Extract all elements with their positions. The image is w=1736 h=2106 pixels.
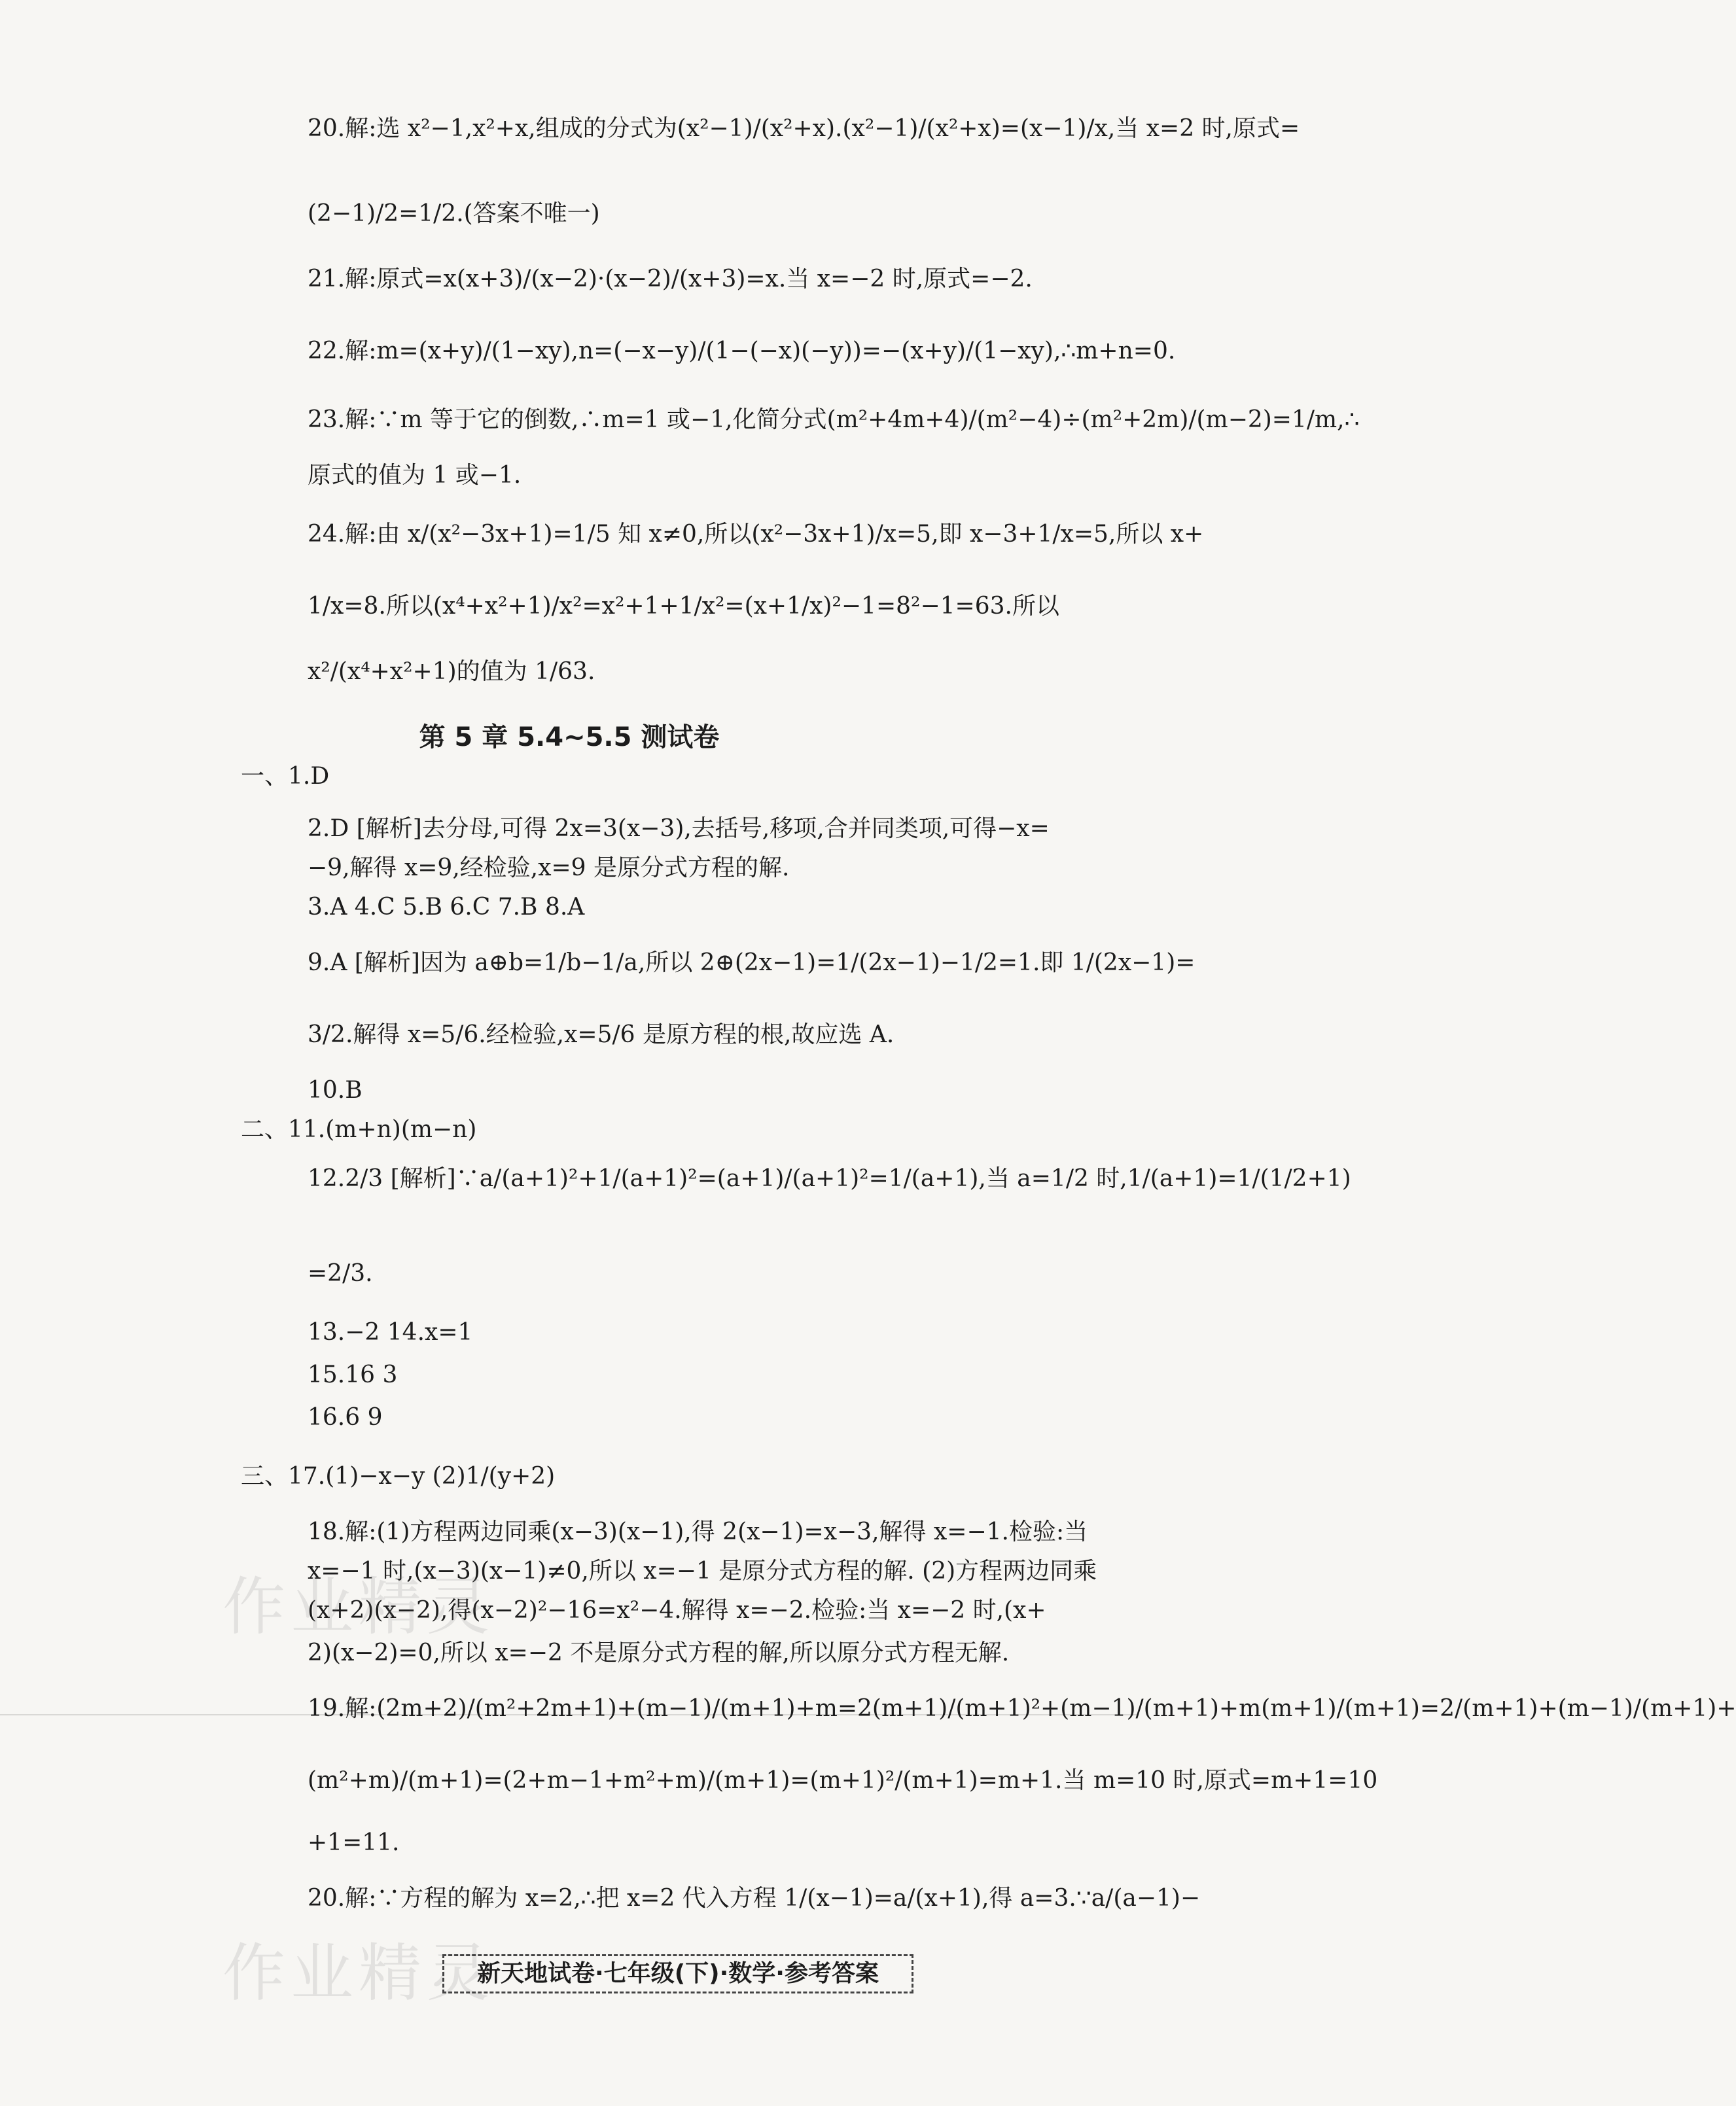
answer-line: 9.A [解析]因为 a⊕b=1/b−1/a,所以 2⊕(2x−1)=1/(2x−1)−1/2=1.即 1/(2x−1)=	[308, 949, 1196, 976]
answer-line: 一、1.D	[241, 763, 330, 790]
answer-line: (2−1)/2=1/2.(答案不唯一)	[308, 200, 600, 227]
answer-line: =2/3.	[308, 1260, 373, 1287]
answer-line: x=−1 时,(x−3)(x−1)≠0,所以 x=−1 是原分式方程的解. (2)方程两边同乘	[308, 1558, 1097, 1585]
answer-line: x²/(x⁴+x²+1)的值为 1/63.	[308, 658, 595, 685]
answer-line: 20.解:选 x²−1,x²+x,组成的分式为(x²−1)/(x²+x).(x²−1)/(x²+x)=(x−1)/x,当 x=2 时,原式=	[308, 115, 1300, 142]
answer-line: 原式的值为 1 或−1.	[308, 462, 522, 489]
answer-line: (m²+m)/(m+1)=(2+m−1+m²+m)/(m+1)=(m+1)²/(m+1)=m+1.当 m=10 时,原式=m+1=10	[308, 1767, 1378, 1794]
answer-line: 三、17.(1)−x−y (2)1/(y+2)	[241, 1463, 556, 1490]
answer-line: 二、11.(m+n)(m−n)	[241, 1116, 477, 1143]
answer-line: 16.6 9	[308, 1404, 383, 1431]
section-heading: 第 5 章 5.4~5.5 测试卷	[419, 722, 720, 752]
answer-line: 19.解:(2m+2)/(m²+2m+1)+(m−1)/(m+1)+m=2(m+1)/(m+1)²+(m−1)/(m+1)+m(m+1)/(m+1)=2/(m+1)+(m−1)/(m+1)+	[308, 1695, 1736, 1722]
answer-line: 3/2.解得 x=5/6.经检验,x=5/6 是原方程的根,故应选 A.	[308, 1021, 895, 1048]
answer-line: +1=11.	[308, 1829, 400, 1856]
answer-line: 18.解:(1)方程两边同乘(x−3)(x−1),得 2(x−1)=x−3,解得 x=−1.检验:当	[308, 1518, 1088, 1545]
answer-line: 20.解:∵方程的解为 x=2,∴把 x=2 代入方程 1/(x−1)=a/(x+1),得 a=3.∵a/(a−1)−	[308, 1885, 1201, 1912]
answer-line: −9,解得 x=9,经检验,x=9 是原分式方程的解.	[308, 854, 790, 881]
answer-line: 2.D [解析]去分母,可得 2x=3(x−3),去括号,移项,合并同类项,可得−x=	[308, 815, 1050, 842]
answer-line: 21.解:原式=x(x+3)/(x−2)·(x−2)/(x+3)=x.当 x=−2 时,原式=−2.	[308, 266, 1033, 292]
footer-label: 新天地试卷·七年级(下)·数学·参考答案	[442, 1954, 913, 1993]
answer-line: 3.A 4.C 5.B 6.C 7.B 8.A	[308, 894, 585, 921]
answer-line: 15.16 3	[308, 1361, 398, 1388]
answer-line: 12.2/3 [解析]∵a/(a+1)²+1/(a+1)²=(a+1)/(a+1)²=1/(a+1),当 a=1/2 时,1/(a+1)=1/(1/2+1)	[308, 1165, 1351, 1192]
answer-line: 24.解:由 x/(x²−3x+1)=1/5 知 x≠0,所以(x²−3x+1)/x=5,即 x−3+1/x=5,所以 x+	[308, 521, 1204, 548]
answer-line: (x+2)(x−2),得(x−2)²−16=x²−4.解得 x=−2.检验:当 x=−2 时,(x+	[308, 1597, 1046, 1624]
answer-line: 13.−2 14.x=1	[308, 1319, 473, 1346]
answer-line: 22.解:m=(x+y)/(1−xy),n=(−x−y)/(1−(−x)(−y))=−(x+y)/(1−xy),∴m+n=0.	[308, 338, 1176, 364]
answer-line: 1/x=8.所以(x⁴+x²+1)/x²=x²+1+1/x²=(x+1/x)²−1=8²−1=63.所以	[308, 593, 1059, 620]
answer-line: 10.B	[308, 1077, 363, 1104]
answer-line: 2)(x−2)=0,所以 x=−2 不是原分式方程的解,所以原分式方程无解.	[308, 1640, 1010, 1666]
watermark: 作业精灵	[222, 1570, 495, 1643]
fold-line	[0, 1714, 1139, 1715]
answer-line: 23.解:∵m 等于它的倒数,∴m=1 或−1,化简分式(m²+4m+4)/(m²−4)÷(m²+2m)/(m−2)=1/m,∴	[308, 406, 1360, 433]
watermark: 作业精灵	[222, 1937, 495, 2010]
